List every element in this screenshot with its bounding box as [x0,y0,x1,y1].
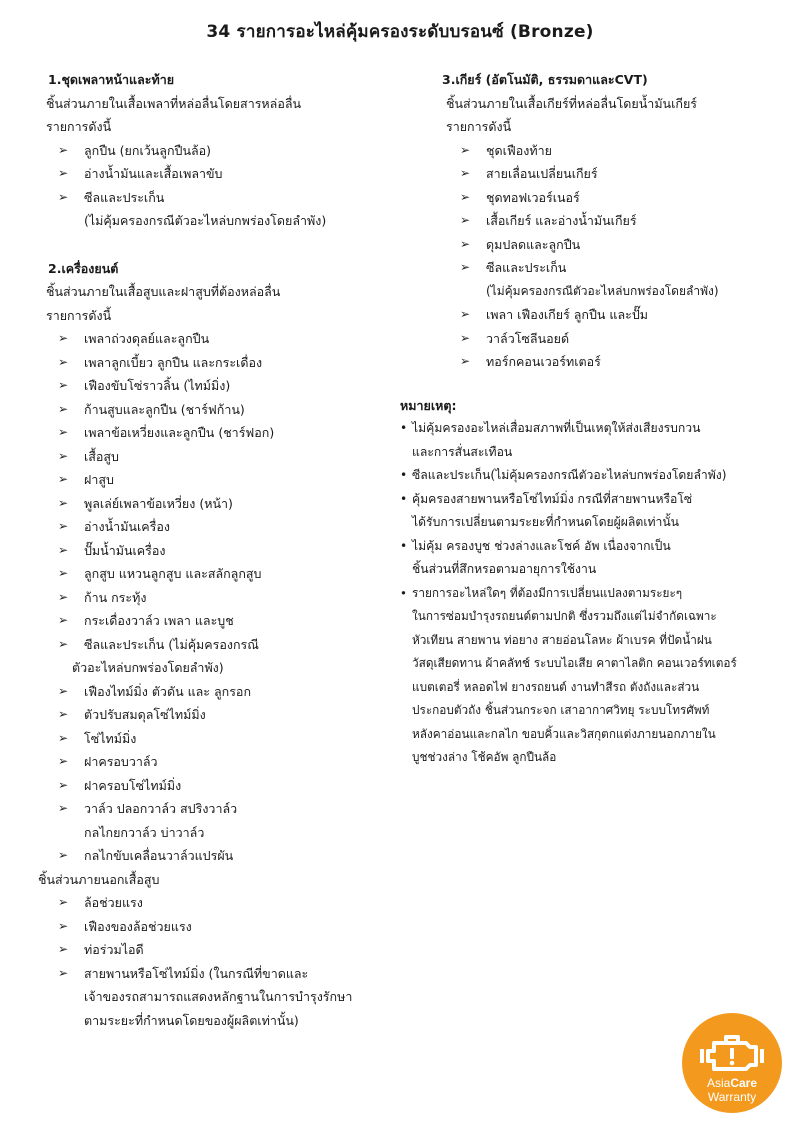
arrow-bullet-icon: ➢ [58,425,69,439]
page-title: 34 รายการอะไหล่คุ้มครองระดับบรอนซ์ (Bronze) [206,22,594,42]
arrow-bullet-icon: ➢ [58,730,69,745]
section-title-front-rear-axle: 1.ชุดเพลาหน้าและท้าย [48,72,175,87]
list-item: ➢ ล้อช่วยแรง [58,891,384,915]
arrow-bullet-icon: ➢ [460,189,471,204]
list-item: ➢ อ่างน้ำมันเครื่อง [58,515,384,539]
notes-title: หมายเหตุ: [400,397,457,413]
arrow-bullet-icon: ➢ [460,213,471,227]
list-item: ➢ ฝาสูบ [58,468,384,492]
bullet-dot-icon: • [400,538,408,553]
list-item-continuation: (ไม่คุ้มครองกรณีตัวอะไหล่บกพร่องโดยลำพัง) [486,283,719,298]
engine-outside-title: ชิ้นส่วนภายนอกเสื้อสูบ [38,871,160,887]
arrow-bullet-icon: ➢ [460,354,471,368]
arrow-bullet-icon: ➢ [58,331,69,345]
arrow-bullet-icon: ➢ [58,942,69,956]
arrow-bullet-icon: ➢ [58,566,69,580]
list-item: ➢ ดุมปลดและลูกปืน [460,233,785,257]
list-item: ➢ เสื้อเกียร์ และอ่างน้ำมันเกียร์ [460,209,785,233]
list-item: ➢ ชุดเฟืองท้าย [460,139,785,163]
list-item: ➢ เพลา เฟืองเกียร์ ลูกปืน และปั๊ม [460,303,785,327]
bullet-dot-icon: • [400,491,408,506]
bullet-dot-icon: • [400,585,407,600]
arrow-bullet-icon: ➢ [58,895,69,909]
arrow-bullet-icon: ➢ [58,707,69,721]
arrow-bullet-icon: ➢ [58,801,69,815]
list-item-continuation: เจ้าของรถสามารถแสดงหลักฐานในการบำรุงรักษา [84,989,353,1004]
notes-list [400,417,785,770]
list-item: ➢ กระเดื่องวาล์ว เพลา และบูช [58,609,384,633]
list-item-continuation: กลไกยกวาล์ว บ่าวาล์ว [84,824,205,840]
list-item: ➢ เพลาข้อเหวี่ยงและลูกปืน (ชาร์ฟอก) [58,421,384,445]
arrow-bullet-icon: ➢ [460,166,471,180]
list-item: ➢ ฝาครอบโซ่ไทม์มิ่ง [58,774,384,798]
list-item: ➢ โซ่ไทม์มิ่ง [58,727,384,751]
list-item: ➢ ตัวปรับสมดุลโซ่ไทม์มิ่ง [58,703,384,727]
logo-line-2: Warranty [707,1090,757,1104]
arrow-bullet-icon: ➢ [58,401,69,416]
arrow-bullet-icon: ➢ [58,918,69,933]
list-item: ➢ อ่างน้ำมันและเสื้อเพลาขับ [58,162,384,186]
arrow-bullet-icon: ➢ [460,307,471,321]
arrow-bullet-icon: ➢ [58,777,69,792]
list-item-continuation: (ไม่คุ้มครองกรณีตัวอะไหล่บกพร่องโดยลำพัง) [84,213,327,228]
list-item: ➢ ก้าน กระทุ้ง [58,586,384,610]
list-item: ➢ เฟืองของล้อช่วยแรง [58,915,384,939]
list-item: ➢ ชุดทอฟเวอร์เนอร์ [460,186,785,210]
list-item: ➢ ก้านสูบและลูกปืน (ชาร์ฟก้าน) [58,398,384,422]
engine-outside-parts-list [44,891,384,1032]
arrow-bullet-icon: ➢ [58,542,69,557]
list-item-continuation: ตามระยะที่กำหนดโดยของผู้ผลิตเท่านั้น) [84,1012,299,1028]
section-intro-list-label: รายการดังนี้ [46,307,112,323]
list-item: ➢ ฝาครอบวาล์ว [58,750,384,774]
list-item: ➢ ซีลและประเก็น (ไม่คุ้มครองกรณี [58,633,384,657]
list-item: ➢ ทอร์กคอนเวอร์ทเตอร์ [460,350,785,374]
list-item: ➢ เพลาถ่วงดุลย์และลูกปืน [58,327,384,351]
bullet-dot-icon: • [400,468,408,482]
engine-parts-list [44,327,384,868]
list-item-continuation: ตัวอะไหล่บกพร่องโดยลำพัง) [72,660,224,675]
arrow-bullet-icon: ➢ [58,754,69,768]
arrow-bullet-icon: ➢ [58,142,69,157]
list-item: ➢ สายพานหรือโซ่ไทม์มิ่ง (ในกรณีที่ขาดและ [58,962,384,986]
list-item: ➢ ลูกสูบ แหวนลูกสูบ และสลักลูกสูบ [58,562,384,586]
note-item: • ไม่คุ้มครองอะไหล่เสื่อมสภาพที่เป็นเหตุให้ส่งเสียงรบกวน และการสั่นสะเทือน [400,417,785,464]
list-item: ➢ กลไกขับเคลื่อนวาล์วแปรผัน [58,844,384,868]
arrow-bullet-icon: ➢ [58,378,69,392]
arrow-bullet-icon: ➢ [58,519,69,533]
list-item: ➢ เพลาลูกเบี้ยว ลูกปืน และกระเดื่อง [58,351,384,375]
arrow-bullet-icon: ➢ [460,260,471,274]
list-item: ➢ วาล์ว ปลอกวาล์ว สปริงวาล์ว [58,797,384,821]
list-item: ➢ ซีลและประเก็น [460,256,785,280]
arrow-bullet-icon: ➢ [58,636,69,651]
list-item: ➢ เฟืองขับโซ่ราวลิ้น (ไทม์มิ่ง) [58,374,384,398]
section-intro: ชิ้นส่วนภายในเสื้อเกียร์ที่หล่อลื่นโดยน้ำมันเกียร์ [446,95,697,111]
left-column [38,68,384,1032]
section-title-transmission: 3.เกียร์ (อัตโนมัติ, ธรรมดาและCVT) [442,72,648,87]
arrow-bullet-icon: ➢ [58,965,69,980]
list-item: ➢ ปั๊มน้ำมันเครื่อง [58,539,384,563]
list-item: ➢ พูลเล่ย์เพลาข้อเหวี่ยง (หน้า) [58,492,384,516]
section-intro-list-label: รายการดังนี้ [446,119,512,134]
section-intro: ชิ้นส่วนภายในเสื้อเพลาที่หล่อลื่นโดยสารหล่อลื่น [46,95,302,111]
list-item: ➢ เฟืองไทม์มิ่ง ตัวดัน และ ลูกรอก [58,680,384,704]
logo-line-1: AsiaCare [706,1076,758,1090]
arrow-bullet-icon: ➢ [460,236,471,251]
arrow-bullet-icon: ➢ [460,142,471,157]
arrow-bullet-icon: ➢ [58,472,69,486]
arrow-bullet-icon: ➢ [58,448,69,463]
note-item: • ไม่คุ้ม ครองบูช ช่วงล่างและโชค์ อัพ เนื่องจากเป็น ชิ้นส่วนที่สึกหรอตามอายุการใช้งาน [400,535,785,582]
arrow-bullet-icon: ➢ [58,354,69,369]
bullet-dot-icon: • [400,421,408,435]
arrow-bullet-icon: ➢ [460,330,471,345]
section-title-engine: 2.เครื่องยนต์ [48,260,119,276]
arrow-bullet-icon: ➢ [58,166,69,180]
list-item: ➢ ลูกปืน (ยกเว้นลูกปืนล้อ) [58,139,384,163]
list-item: ➢ วาล์วโซลีนอยด์ [460,327,785,351]
list-item: ➢ เสื้อสูบ [58,445,384,469]
arrow-bullet-icon: ➢ [58,848,69,862]
section-intro: ชิ้นส่วนภายในเสื้อสูบและฝาสูบที่ต้องหล่อลื่น [46,284,281,299]
note-item: • รายการอะไหล่ใดๆ ที่ต้องมีการเปลี่ยนแปลงตามระยะๆ ในการซ่อมบำรุงรถยนต์ตามปกติ ซึ่งรวมถึงแต่ไม่จำกัดเฉพาะ หัวเทียน สายพาน ท่อยาง สายอ่อนโลหะ ผ้าเบรค ที่ปัดน้ำฝน วัสดุเสียดทาน ผ้าคลัทช์ ระบบไอเสีย คาตาไลติก คอนเวอร์ทเตอร์ แบตเตอรี่ หลอดไฟ ยางรถยนต์ งานทำสีรถ ตังถังและส่วน ประกอบตัวถัง ชิ้นส่วนกระจก เสาอากาศวิทยุ ระบบโทรศัพท์ หลังคาอ่อนและกลไก ขอบคิ้วและวิสกุตกแต่งภายนอกภายใน บูชช่วงล่าง โช้คอัพ ลูกปืนล้อ [400,582,785,770]
right-column [400,68,785,770]
arrow-bullet-icon: ➢ [58,613,69,627]
asiacare-warranty-logo [682,1013,782,1113]
arrow-bullet-icon: ➢ [58,683,69,698]
transmission-parts-list [400,139,785,374]
section-intro-list-label: รายการดังนี้ [46,119,112,134]
arrow-bullet-icon: ➢ [58,495,69,510]
engine-warning-icon [700,1031,764,1075]
note-item: • ซีลและประเก็น(ไม่คุ้มครองกรณีตัวอะไหล่บกพร่องโดยลำพัง) [400,464,785,488]
arrow-bullet-icon: ➢ [58,589,69,604]
arrow-bullet-icon: ➢ [58,189,69,204]
list-item: ➢ ท่อร่วมไอดี [58,938,384,962]
note-item: • คุ้มครองสายพานหรือโซ่ไทม์มิ่ง กรณีที่สายพานหรือโซ่ ได้รับการเปลี่ยนตามระยะที่กำหนดโดยผู้ผลิตเท่านั้น [400,488,785,535]
axle-parts-list [44,139,384,233]
list-item: ➢ สายเลื่อนเปลี่ยนเกียร์ [460,162,785,186]
list-item: ➢ ซีลและประเก็น [58,186,384,210]
